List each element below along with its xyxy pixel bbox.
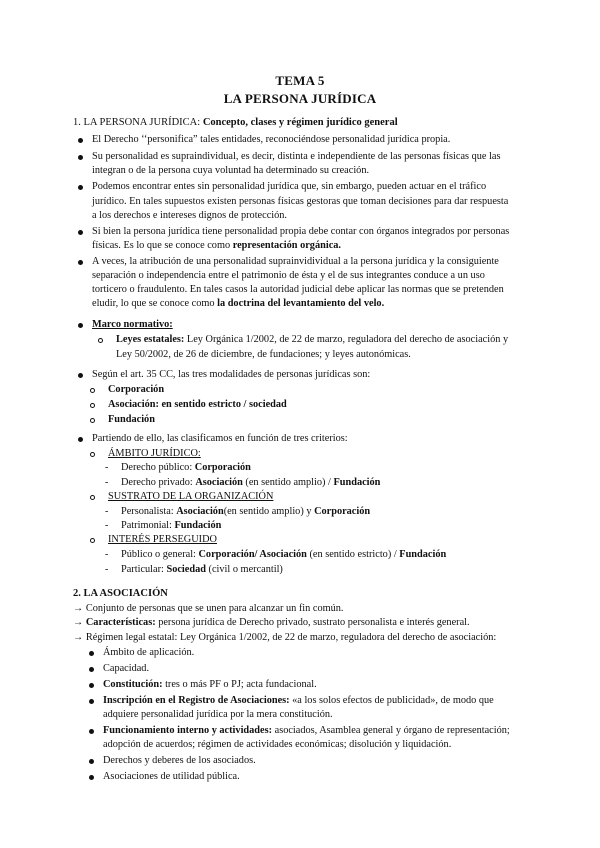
text-run: Fundación	[399, 549, 447, 560]
bullet-icon	[89, 683, 94, 688]
section1-heading	[73, 117, 398, 129]
bullet-icon	[89, 651, 94, 656]
s2-bullet1	[103, 647, 194, 659]
text-run: Público o general:	[121, 549, 199, 560]
text-run: (en sentido amplio) y	[223, 506, 315, 517]
text-run: «a los solos efectos de publicidad», de modo que	[289, 695, 494, 706]
text-run: Derecho público:	[121, 462, 195, 473]
text-run: Fundación	[333, 477, 381, 488]
text-run: Corporación	[314, 506, 371, 517]
s1-bullet3-line3	[92, 210, 287, 222]
ambito-item1	[121, 462, 251, 474]
text-run: Asociaciones de utilidad pública.	[103, 771, 240, 782]
text-run: asociados, Asamblea general y órgano de representación;	[272, 725, 510, 736]
section2-heading: 2. LA ASOCIACIÓN	[73, 588, 168, 599]
sub-bullet-icon	[90, 452, 95, 457]
text-run: Leyes estatales:	[116, 334, 187, 345]
art35-text: Según el art. 35 CC, las tres modalidades de personas jurídicas son:	[92, 369, 371, 380]
modalidad-asociacion: Asociación: en sentido estricto / sociedad	[108, 399, 287, 410]
dash-marker: -	[105, 520, 109, 531]
bullet-icon	[78, 323, 83, 328]
text-run: Derechos y deberes de los asociados.	[103, 755, 256, 766]
text-run: jurídico. En tales supuestos existen personas físicas gestoras que toman decisiones para dar respuesta	[92, 196, 509, 207]
text-run: Corporación/ Asociación	[198, 549, 307, 560]
text-run: Asociación	[195, 477, 243, 488]
text-run: Patrimonial:	[121, 520, 175, 531]
bullet-icon	[78, 437, 83, 442]
text-run: persona jurídica de Derecho privado, sustrato personalista e interés general.	[155, 617, 470, 628]
text-run: Ley Orgánica 1/2002, de 22 de marzo, reguladora del derecho de asociación y	[186, 334, 509, 345]
text-run: 1. LA PERSONA JURÍDICA:	[73, 117, 203, 128]
sub-bullet-icon	[90, 418, 95, 423]
text-run: torticero o fraudulento. En tales casos la autoridad judicial debe aplicar las normas que se pretenden	[92, 284, 504, 295]
s1-bullet2-line1	[92, 151, 501, 163]
text-run: Ámbito de aplicación.	[103, 647, 195, 658]
text-run: físicas. Es lo que se conoce como	[92, 240, 233, 251]
sub-bullet-icon	[90, 403, 95, 408]
bullet-icon	[78, 138, 83, 143]
criterio-interes-label: INTERÉS PERSEGUIDO	[108, 534, 217, 545]
s1-bullet1-line1	[92, 134, 450, 146]
text-run: Asociación	[176, 506, 224, 517]
s1-bullet3-line2	[92, 196, 508, 208]
text-run: → Conjunto de personas que se unen para alcanzar un fin común.	[73, 603, 344, 614]
s2-bullet2	[103, 663, 149, 675]
text-run: Sociedad	[166, 564, 206, 575]
bullet-icon	[78, 185, 83, 190]
bullet-icon	[89, 699, 94, 704]
text-run: Capacidad.	[103, 663, 150, 674]
s1-bullet5-line2	[92, 270, 485, 282]
s1-bullet4-line2	[92, 240, 341, 252]
text-run: eludir, lo que se conoce como	[92, 298, 218, 309]
page-title: LA PERSONA JURÍDICA	[223, 91, 377, 106]
s2-bullet5-line2	[103, 739, 451, 751]
text-run: Corporación	[194, 462, 251, 473]
dash-marker: -	[105, 477, 109, 488]
s1-bullet5-line4	[92, 298, 384, 310]
s2-arrow-line1	[73, 603, 344, 615]
marco-normativo-label: Marco normativo:	[92, 319, 173, 330]
text-run: Su personalidad es supraindividual, es decir, distinta e independiente de las personas físicas que las	[92, 151, 501, 162]
sustrato-item2	[121, 520, 221, 532]
s2-arrow-line2	[73, 617, 470, 629]
dash-marker: -	[105, 549, 109, 560]
text-run: Características:	[85, 617, 156, 628]
text-run: Funcionamiento interno y actividades:	[103, 725, 273, 736]
bullet-icon	[78, 373, 83, 378]
bullet-icon	[89, 729, 94, 734]
text-run: →	[73, 617, 86, 628]
bullet-icon	[78, 155, 83, 160]
s1-bullet4-line1	[92, 226, 509, 238]
text-run: a los derechos e intereses dignos de protección.	[92, 210, 288, 221]
text-run: tres o más PF o PJ; acta fundacional.	[162, 679, 317, 690]
sub-bullet-icon	[90, 538, 95, 543]
sustrato-item1	[121, 506, 370, 518]
ambito-item2	[121, 477, 380, 489]
dash-marker: -	[105, 506, 109, 517]
modalidad-fundacion: Fundación	[108, 414, 155, 425]
criterio-ambito-label: ÁMBITO JURÍDICO:	[108, 448, 201, 459]
s2-arrow-line3	[73, 632, 496, 644]
interes-item1	[121, 549, 446, 561]
text-run: A veces, la atribución de una personalidad suprainvidividual a la persona jurídica y la consiguiente	[92, 256, 499, 267]
bullet-icon	[89, 759, 94, 764]
s2-bullet4-line2	[103, 709, 333, 721]
topic-number: TEMA 5	[275, 73, 325, 88]
text-run: separación o independencia entre el patrimonio de ésta y el de sus integrantes conduce a un uso	[92, 270, 485, 281]
dash-marker: -	[105, 462, 109, 473]
text-run: (civil o mercantil)	[205, 564, 283, 575]
leyes-estatales-line1	[116, 334, 508, 346]
s1-bullet5-line3	[92, 284, 504, 296]
sub-bullet-icon	[98, 338, 103, 343]
criterios-text: Partiendo de ello, las clasificamos en función de tres criterios:	[92, 433, 348, 444]
text-run: la doctrina del levantamiento del velo.	[217, 298, 385, 309]
text-run: adopción de acuerdos; régimen de actividades económicas; disolución y liquidación.	[103, 739, 452, 750]
dash-marker: -	[105, 564, 109, 575]
bullet-icon	[89, 775, 94, 780]
text-run: representación orgánica.	[232, 240, 341, 251]
text-run: (en sentido estricto) /	[306, 549, 400, 560]
text-run: Constitución:	[103, 679, 163, 690]
s1-bullet5-line1	[92, 256, 499, 268]
text-run: Derecho privado:	[121, 477, 196, 488]
s2-bullet4-line1	[103, 695, 494, 707]
s1-bullet2-line2	[92, 165, 369, 177]
text-run: integran o de la persona cuya voluntad ha determinado su creación.	[92, 165, 370, 176]
text-run: Particular:	[121, 564, 167, 575]
text-run: adquiere personalidad jurídica por la mera constitución.	[103, 709, 333, 720]
bullet-icon	[78, 230, 83, 235]
text-run: Fundación	[174, 520, 222, 531]
s2-bullet3	[103, 679, 317, 691]
criterio-sustrato-label: SUSTRATO DE LA ORGANIZACIÓN	[108, 491, 274, 502]
leyes-estatales-line2: Ley 50/2002, de 26 de diciembre, de fundaciones; y leyes autonómicas.	[116, 349, 411, 360]
bullet-icon	[89, 667, 94, 672]
sub-bullet-icon	[90, 495, 95, 500]
text-run: (en sentido amplio) /	[242, 477, 334, 488]
s1-bullet3-line1	[92, 181, 486, 193]
text-run: Personalista:	[121, 506, 177, 517]
text-run: Concepto, clases y régimen jurídico general	[202, 117, 398, 128]
s2-bullet7	[103, 771, 240, 783]
text-run: → Régimen legal estatal: Ley Orgánica 1/2002, de 22 de marzo, reguladora del derecho de asociación:	[73, 632, 497, 643]
text-run: Si bien la persona jurídica tiene personalidad propia debe contar con órganos integrados por personas	[92, 226, 510, 237]
bullet-icon	[78, 260, 83, 265]
sub-bullet-icon	[90, 388, 95, 393]
s2-bullet5-line1	[103, 725, 510, 737]
text-run: Inscripción en el Registro de Asociaciones:	[103, 695, 290, 706]
modalidad-corporacion: Corporación	[108, 384, 165, 395]
s2-bullet6	[103, 755, 256, 767]
text-run: El Derecho ‘‘personifica” tales entidades, reconociéndose personalidad jurídica propia.	[92, 134, 451, 145]
text-run: Podemos encontrar entes sin personalidad jurídica que, sin embargo, pueden actuar en el tráfico	[92, 181, 487, 192]
interes-item2	[121, 564, 283, 576]
